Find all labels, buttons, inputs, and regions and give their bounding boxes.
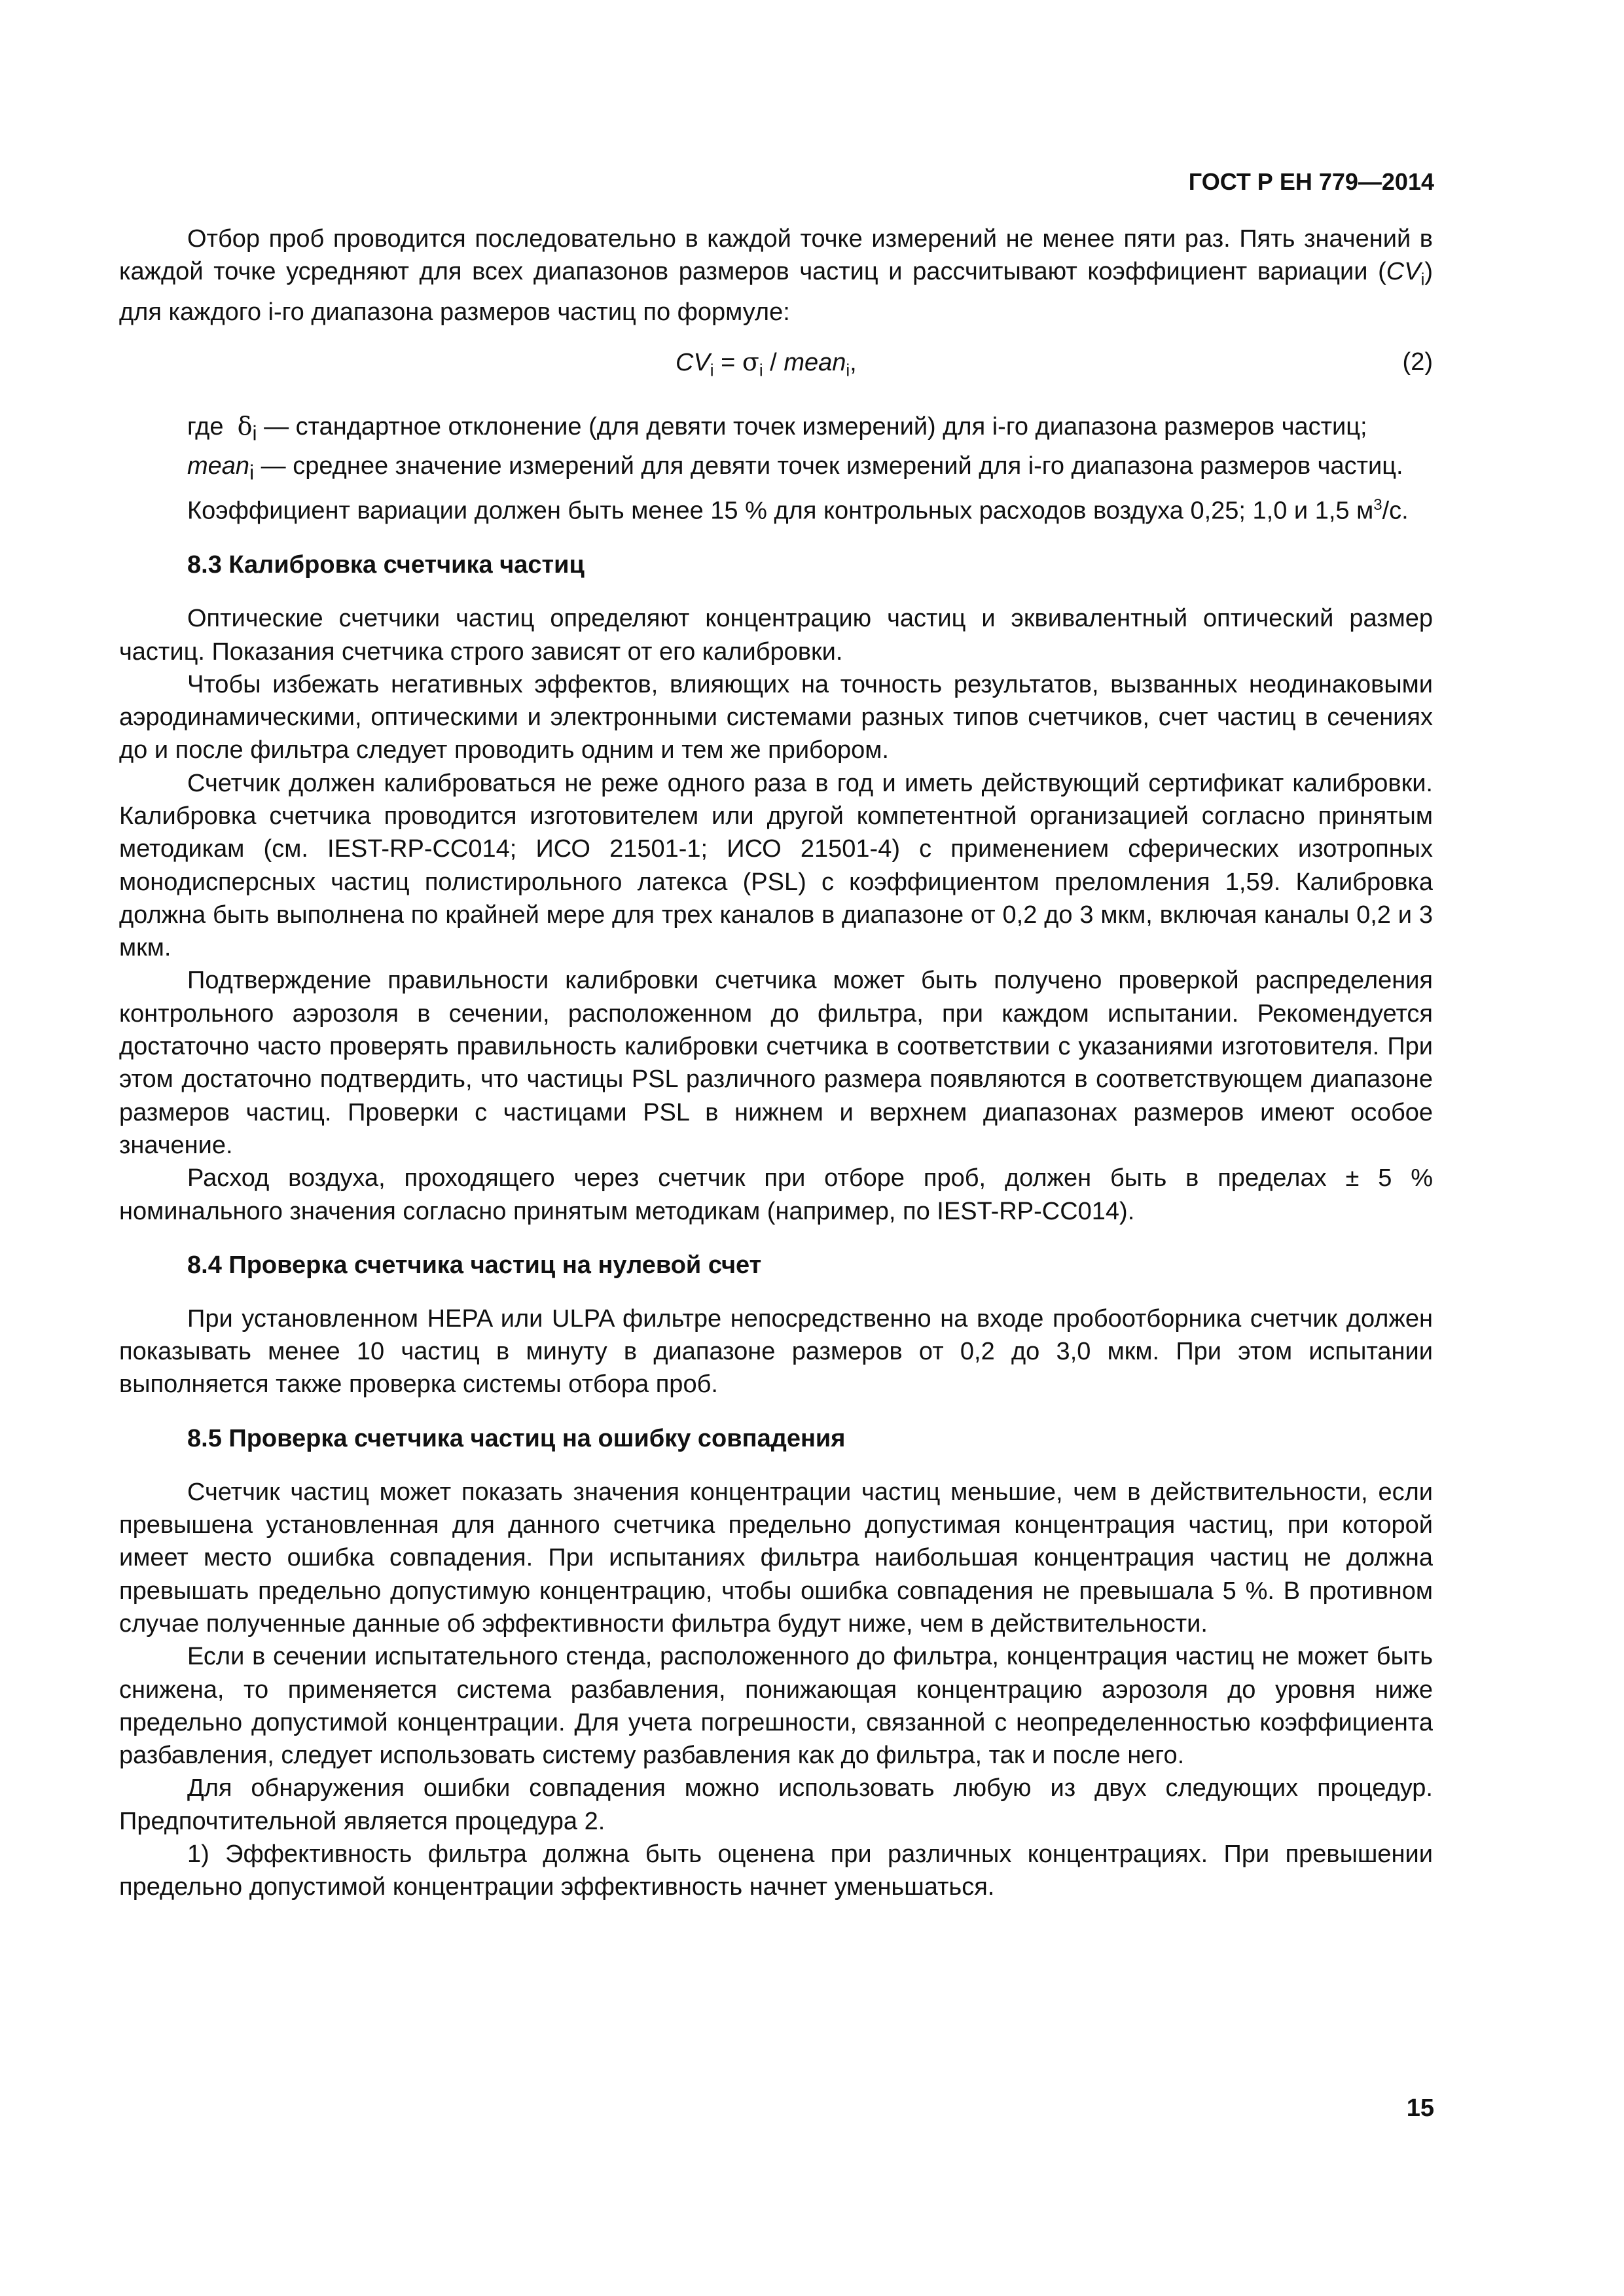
definition-delta: где $\delta_i$ — стандартное отклонение (для девяти точек измерений) для i-го диапазона размеров частиц; <box>187 412 1367 446</box>
section-heading-8-4: 8.4 Проверка счетчика частиц на нулевой счет <box>187 1251 762 1279</box>
paragraph: Подтверждение правильности калибровки счетчика может быть получено проверкой распределения контрольного аэрозоля в сечении, расположенном до фильтра, при каждом испытании. Рекомендуется достаточно часто проверять правильность калибровки счетчика в соответствии с указаниями изготовителя. При этом достаточно подтвердить, что частицы PSL различного размера появляются в соответствующем диапазоне размеров частиц. Проверки с частицами PSL в нижнем и верхнем диапазонах размеров имеют особое значение. <box>119 967 1433 1159</box>
paragraph: Для обнаружения ошибки совпадения можно использовать любую из двух следующих процедур. Предпочтительной является процедура 2. <box>119 1774 1433 1835</box>
definition-mean: mean$_i$ — среднее значение измерений для девяти точек измерений для i-го диапазона размеров частиц. <box>187 452 1403 484</box>
paragraph: Счетчик должен калиброваться не реже одного раза в год и иметь действующий сертификат калибровки. Калибровка счетчика проводится изготовителем или другой компетентной организацией согласно принятым методикам (см. IEST-RP-CC014; ИСО 21501-1; ИСО 21501-4) с применением сферических изотропных монодисперсных частиц полистирольного латекса (PSL) с коэффициентом преломления 1,59. Калибровка должна быть выполнена по крайней мере для трех каналов в диапазоне от 0,2 до 3 мкм, включая каналы 0,2 и 3 мкм. <box>119 769 1433 962</box>
body-text <box>119 223 1433 1904</box>
paragraph: 1) Эффективность фильтра должна быть оценена при различных концентрациях. При превышении предельно допустимой концентрации эффективность начнет уменьшаться. <box>119 1840 1433 1901</box>
section-heading-8-3: 8.3 Калибровка счетчика частиц <box>187 551 585 579</box>
page-number: 15 <box>1406 2094 1434 2122</box>
standard-code-header: ГОСТ Р ЕН 779—2014 <box>1188 168 1434 195</box>
paragraph: Оптические счетчики частиц определяют концентрацию частиц и эквивалентный оптический размер частиц. Показания счетчика строго зависят от его калибровки. <box>119 605 1433 666</box>
paragraph: Если в сечении испытательного стенда, расположенного до фильтра, концентрация частиц не может быть снижена, то применяется система разбавления, понижающая концентрацию аэрозоля до уровня ниже предельно допустимой концентрации. Для учета погрешности, связанной с неопределенностью коэффициента разбавления, следует использовать систему разбавления как до фильтра, так и после него. <box>119 1643 1433 1770</box>
equation-number: (2) <box>1402 348 1433 376</box>
formula-cv: $CV_i = \sigma_i$ / mean$_i$, <box>676 348 857 381</box>
paragraph: Расход воздуха, проходящего через счетчик при отборе проб, должен быть в пределах ± 5 % номинального значения согласно принятым методикам (например, по IEST-RP-CC014). <box>119 1164 1433 1225</box>
section-heading-8-5: 8.5 Проверка счетчика частиц на ошибку совпадения <box>187 1424 846 1452</box>
paragraph: Счетчик частиц может показать значения концентрации частиц меньшие, чем в действительности, если превышена установленная для данного счетчика предельно допустимая концентрация частиц, при которой имеет место ошибка совпадения. При испытаниях фильтра наибольшая концентрация частиц не должна превышать предельно допустимую концентрацию, чтобы ошибка совпадения не превышала 5 %. В противном случае полученные данные об эффективности фильтра будут ниже, чем в действительности. <box>119 1478 1433 1638</box>
paragraph: При установленном HEPA или ULPA фильтре непосредственно на входе пробоотборника счетчик должен показывать менее 10 частиц в минуту в диапазоне размеров от 0,2 до 3,0 мкм. При этом испытании выполняется также проверка системы отбора проб. <box>119 1304 1433 1399</box>
paragraph: Чтобы избежать негативных эффектов, влияющих на точность результатов, вызванных неодинаковыми аэродинамическими, оптическими и электронными системами разных типов счетчиков, счет частиц в сечениях до и после фильтра следует проводить одним и тем же прибором. <box>119 670 1433 764</box>
intro-paragraph: Отбор проб проводится последовательно в каждой точке измерений не менее пяти раз. Пять значений в каждой точке усредняют для всех диапазонов размеров частиц и рассчитывают коэффициент вариации $(CV_i)$ для каждого i-го диапазона размеров частиц по формуле: <box>119 225 1433 327</box>
cv-limit-paragraph: Коэффициент вариации должен быть менее 15 % для контрольных расходов воздуха 0,25; 1,0 и 1,5 $м^3/с$. <box>187 496 1409 525</box>
formula-row <box>119 343 1433 385</box>
